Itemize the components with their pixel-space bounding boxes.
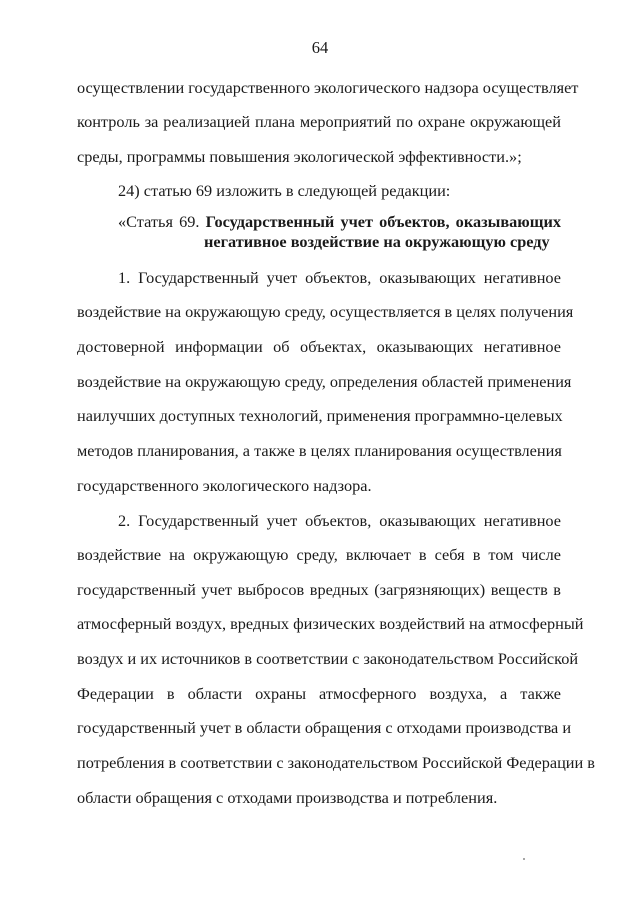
clause-2-first-line: 2. Государственный учет объектов, оказывающих негативное	[118, 511, 561, 530]
text-line: атмосферный воздух, вредных физических воздействий на атмосферный	[77, 614, 584, 633]
text-line: воздействие на окружающую среду, определения областей применения	[77, 372, 572, 391]
text-line: Федерации в области охраны атмосферного воздуха, а также	[77, 684, 561, 703]
text-line: среды, программы повышения экологической эффективности.»;	[77, 147, 522, 166]
article-heading	[118, 212, 561, 232]
clause-1-first-line: 1. Государственный учет объектов, оказывающих негативное	[118, 268, 561, 287]
article-title-line-1: Государственный учет объектов, оказывающих	[205, 212, 561, 231]
text-line: воздействие на окружающую среду, осуществляется в целях получения	[77, 302, 574, 321]
text-line: государственного экологического надзора.	[77, 476, 372, 495]
text-line: наилучших доступных технологий, применения программно-целевых	[77, 406, 563, 425]
article-title-line-2: негативное воздействие на окружающую среду	[204, 232, 550, 251]
text-line: методов планирования, а также в целях планирования осуществления	[77, 441, 562, 460]
text-line: воздух и их источников в соответствии с законодательством Российской	[77, 649, 579, 668]
text-line: потребления в соответствии с законодательством Российской Федерации в	[77, 753, 595, 772]
amendment-instruction: 24) статью 69 изложить в следующей редакции:	[118, 181, 451, 200]
text-line: воздействие на окружающую среду, включает в себя в том числе	[77, 545, 561, 564]
text-line: достоверной информации об объектах, оказывающих негативное	[77, 337, 561, 356]
text-line: осуществлении государственного экологического надзора осуществляет	[77, 78, 579, 97]
scan-speck	[523, 858, 525, 860]
text-line: государственный учет в области обращения с отходами производства и	[77, 718, 572, 737]
article-label: «Статья 69.	[118, 212, 200, 231]
text-line: области обращения с отходами производства и потребления.	[77, 788, 498, 807]
text-line: контроль за реализацией плана мероприятий по охране окружающей	[77, 112, 561, 131]
page-number: 64	[311, 38, 329, 57]
text-line: государственный учет выбросов вредных (загрязняющих) веществ в	[77, 580, 561, 599]
